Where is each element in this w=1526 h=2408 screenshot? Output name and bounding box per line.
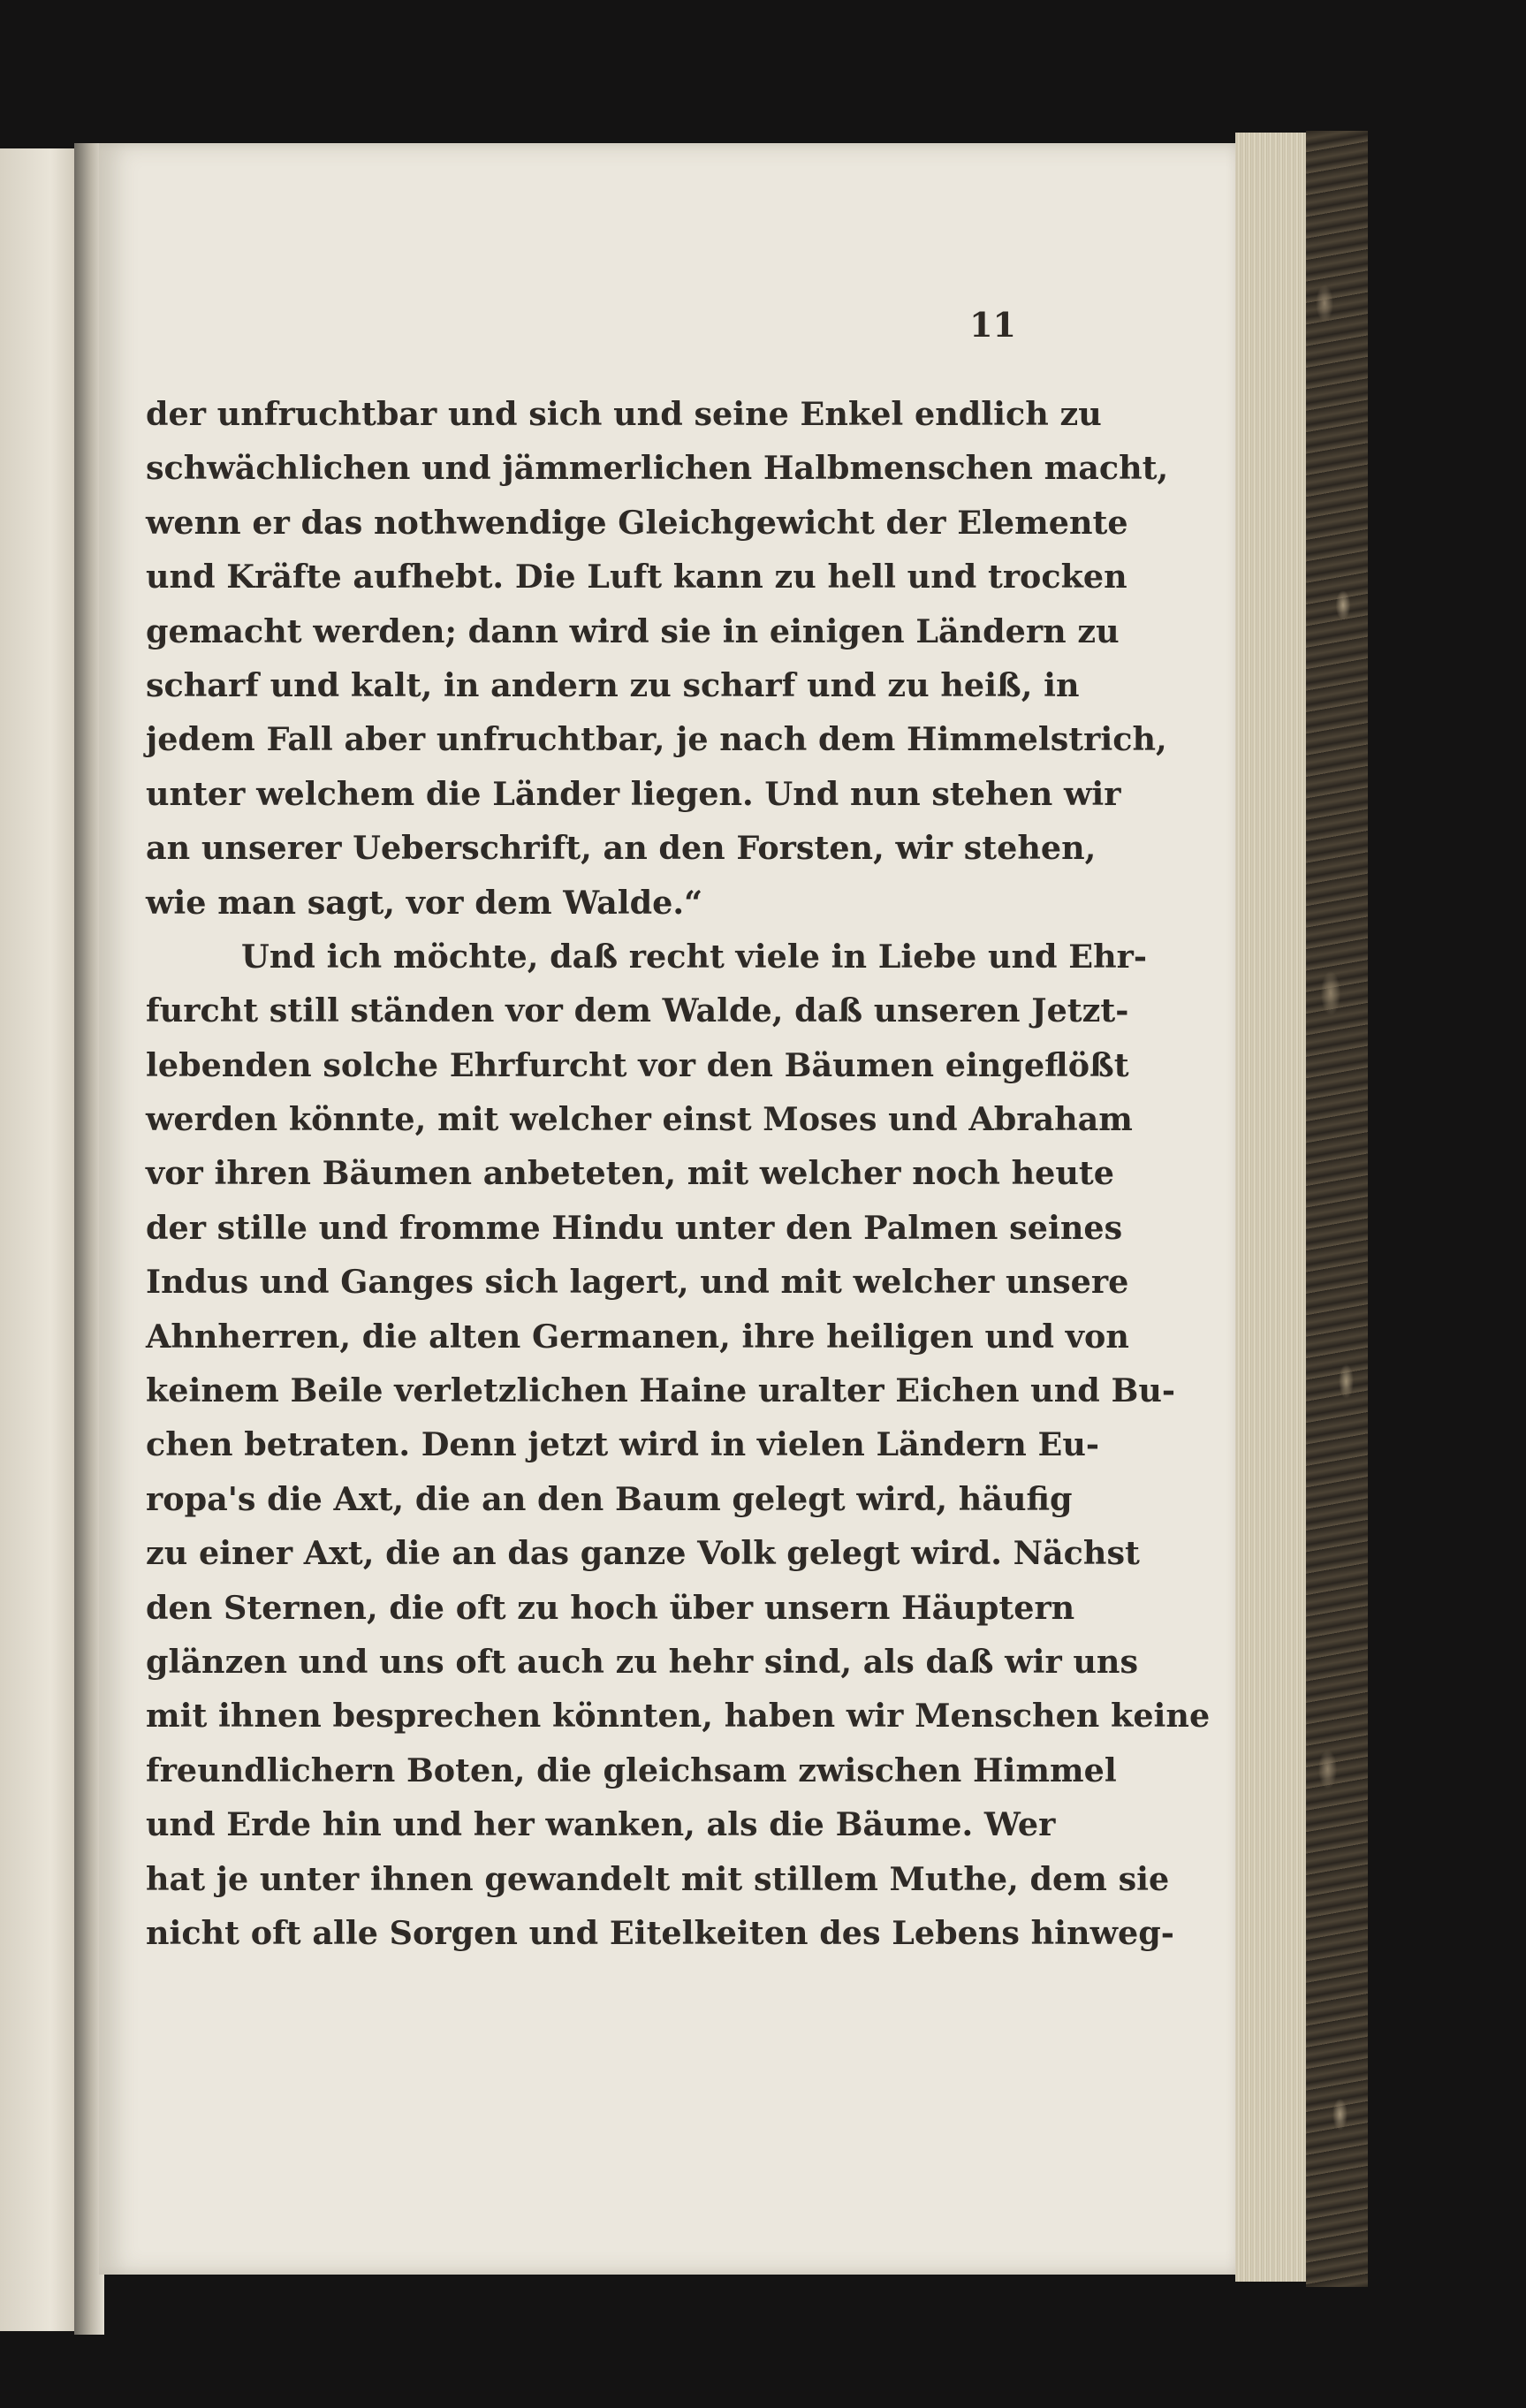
page-block-edges: [1235, 133, 1310, 2282]
text-line: wenn er das nothwendige Gleichgewicht der Elemente: [146, 503, 1128, 542]
text-line: ropa's die Axt, die an den Baum gelegt wird, häufig: [146, 1479, 1073, 1518]
text-line: chen betraten. Denn jetzt wird in vielen Ländern Eu-: [146, 1425, 1100, 1464]
text-line: vor ihren Bäumen anbeteten, mit welcher noch heute: [146, 1154, 1114, 1193]
text-line: werden könnte, mit welcher einst Moses und Abraham: [146, 1100, 1133, 1139]
text-line: der unfruchtbar und sich und seine Enkel endlich zu: [146, 395, 1102, 433]
text-line: mit ihnen besprechen könnten, haben wir Menschen keine: [146, 1697, 1211, 1736]
text-line: nicht oft alle Sorgen und Eitelkeiten des Lebens hinweg-: [146, 1913, 1174, 1952]
text-line: unter welchem die Länder liegen. Und nun stehen wir: [146, 774, 1121, 813]
text-line: schwächlichen und jämmerlichen Halbmenschen macht,: [146, 449, 1169, 488]
text-line: der stille und fromme Hindu unter den Palmen seines: [146, 1208, 1123, 1247]
text-line: lebenden solche Ehrfurcht vor den Bäumen eingeflößt: [146, 1045, 1129, 1084]
page-number: 11: [969, 305, 1016, 345]
text-line: an unserer Ueberschrift, an den Forsten, wir stehen,: [146, 829, 1097, 868]
paragraph-start-line: Und ich möchte, daß recht viele in Liebe und Ehr-: [241, 937, 1147, 976]
text-line: scharf und kalt, in andern zu scharf und zu heiß, in: [146, 665, 1080, 704]
text-line: wie man sagt, vor dem Walde.“: [146, 883, 703, 922]
text-line: und Erde hin und her wanken, als die Bäume. Wer: [146, 1805, 1056, 1844]
text-line: gemacht werden; dann wird sie in einigen Ländern zu: [146, 611, 1120, 650]
text-line: freundlichern Boten, die gleichsam zwischen Himmel: [146, 1751, 1117, 1789]
text-line: glänzen und uns oft auch zu hehr sind, als daß wir uns: [146, 1642, 1138, 1681]
text-line: furcht still ständen vor dem Walde, daß unseren Jetzt-: [146, 991, 1129, 1030]
text-line: zu einer Axt, die an das ganze Volk gelegt wird. Nächst: [146, 1534, 1140, 1573]
text-line: Ahnherren, die alten Germanen, ihre heiligen und von: [146, 1317, 1129, 1356]
text-line: Indus und Ganges sich lagert, und mit welcher unsere: [146, 1263, 1129, 1302]
text-line: jedem Fall aber unfruchtbar, je nach dem Himmelstrich,: [146, 720, 1167, 759]
text-line: keinem Beile verletzlichen Haine uralter Eichen und Bu-: [146, 1371, 1176, 1410]
body-text: [146, 387, 1211, 1960]
text-line: hat je unter ihnen gewandelt mit stillem Muthe, dem sie: [146, 1859, 1170, 1898]
text-line: den Sternen, die oft zu hoch über unsern Häuptern: [146, 1588, 1075, 1627]
marbled-cover: [1306, 131, 1368, 2287]
facing-page-edge: [0, 148, 85, 2331]
text-line: und Kräfte aufhebt. Die Luft kann zu hell und trocken: [146, 558, 1127, 596]
